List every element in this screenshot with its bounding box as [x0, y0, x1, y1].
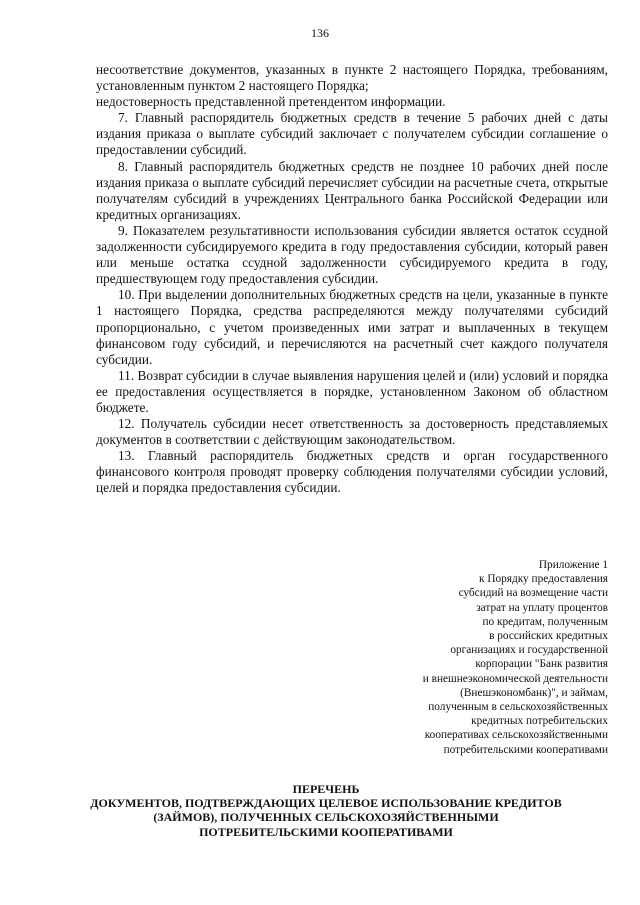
appendix-line: и внешнеэкономической деятельности: [422, 672, 608, 685]
page-number: 136: [311, 26, 329, 40]
appendix-line: кредитных потребительских: [471, 715, 608, 728]
appendix-line: Приложение 1: [538, 559, 608, 571]
paragraph-item-11: 11. Возврат субсидии в случае выявления нарушения целей и (или) условий и порядка ее предоставления осуществляется в порядке, установленном Законом об областном бюджете.: [96, 367, 608, 415]
appendix-header: [348, 558, 608, 757]
title-line: ПОТРЕБИТЕЛЬСКИМИ КООПЕРАТИВАМИ: [199, 824, 453, 839]
appendix-line: полученным в сельскохозяйственных: [428, 701, 608, 714]
appendix-line: субсидий на возмещение части: [458, 587, 608, 600]
paragraph-unreliable-info: недостоверность представленной претендентом информации.: [96, 94, 446, 110]
appendix-line: потребительскими кооперативами: [443, 743, 608, 756]
paragraph-mismatch: несоответствие документов, указанных в пункте 2 настоящего Порядка, требованиям, установленным пунктом 2 настоящего Порядка;: [96, 62, 608, 94]
appendix-line: к Порядку предоставления: [479, 573, 608, 586]
document-list-title: [40, 782, 612, 839]
body-text: [96, 62, 608, 497]
appendix-line: в российских кредитных: [489, 630, 608, 643]
appendix-line: кооперативах сельскохозяйственными: [424, 729, 608, 742]
appendix-line: (Внешэкономбанк)", и займам,: [460, 686, 608, 699]
title-line: (ЗАЙМОВ), ПОЛУЧЕННЫХ СЕЛЬСКОХОЗЯЙСТВЕННЫМИ: [153, 810, 499, 825]
paragraph-item-10: 10. При выделении дополнительных бюджетных средств на цели, указанные в пункте 1 настоящего Порядка, средства распределяются между получателями субсидий пропорционально, с учетом произведенных ими затрат и выплаченных в текущем финансовом году субсидий, и перечисляются на расчетный счет каждого получателя субсидии.: [96, 287, 608, 367]
title-line: ПЕРЕЧЕНЬ: [292, 782, 360, 796]
paragraph-item-12: 12. Получатель субсидии несет ответственность за достоверность представляемых документов в соответствии с действующим законодательством.: [96, 416, 608, 448]
appendix-line: организациях и государственной: [450, 644, 608, 657]
appendix-line: по кредитам, полученным: [482, 615, 608, 628]
paragraph-item-13: 13. Главный распорядитель бюджетных средств и орган государственного финансового контроля проводят проверку соблюдения получателями субсидии условий, целей и порядка предоставления субсидии.: [96, 448, 608, 496]
paragraph-item-9: 9. Показателем результативности использования субсидии является остаток ссудной задолженности субсидируемого кредита в году предоставления субсидии, который равен или меньше остатка ссудной задолженности субсидируемого кредита в году, предшествующем году предоставления субсидии.: [96, 222, 608, 287]
appendix-line: корпорации "Банк развития: [475, 658, 608, 671]
paragraph-item-7: 7. Главный распорядитель бюджетных средств в течение 5 рабочих дней с даты издания приказа о выплате субсидий заключает с получателем субсидии соглашение о предоставлении субсидий.: [96, 110, 608, 158]
paragraph-item-8: 8. Главный распорядитель бюджетных средств не позднее 10 рабочих дней после издания приказа о выплате субсидий перечисляет субсидии на расчетные счета, открытые получателям субсидий в учреждениях Центрального банка Российской Федерации или кредитных организациях.: [96, 158, 608, 222]
title-line: ДОКУМЕНТОВ, ПОДТВЕРЖДАЮЩИХ ЦЕЛЕВОЕ ИСПОЛЬЗОВАНИЕ КРЕДИТОВ: [90, 796, 562, 811]
appendix-line: затрат на уплату процентов: [476, 601, 608, 614]
